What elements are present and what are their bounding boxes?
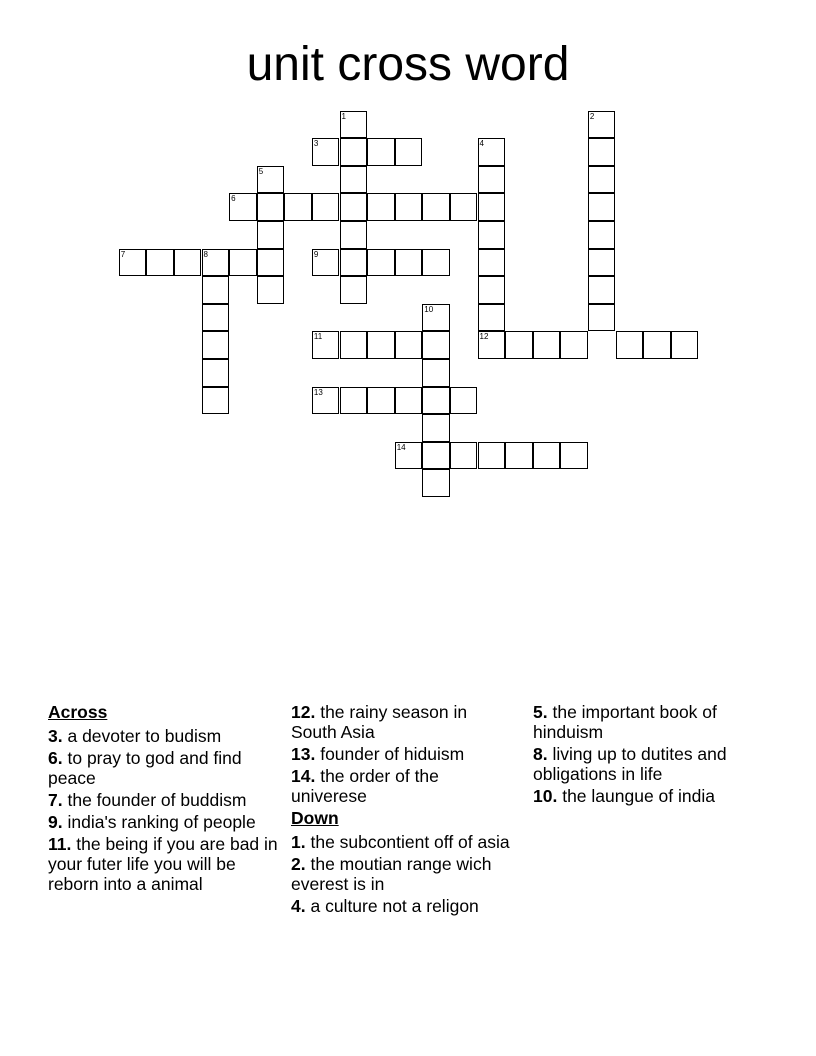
grid-cell[interactable]	[588, 304, 616, 332]
across-clue-14	[291, 766, 516, 806]
grid-cell[interactable]	[478, 276, 506, 304]
grid-cell[interactable]	[422, 387, 450, 415]
clue-number: 9.	[48, 812, 63, 832]
grid-cell[interactable]	[119, 249, 147, 277]
grid-cell[interactable]	[450, 442, 478, 470]
grid-cell[interactable]	[478, 221, 506, 249]
grid-cell[interactable]	[257, 249, 285, 277]
grid-cell[interactable]	[588, 193, 616, 221]
grid-cell[interactable]	[588, 276, 616, 304]
clues-column-1	[48, 702, 278, 896]
clue-text: the laungue of india	[562, 786, 715, 806]
clue-number: 13.	[291, 744, 316, 764]
grid-cell[interactable]	[395, 193, 423, 221]
grid-cell[interactable]	[422, 331, 450, 359]
grid-cell[interactable]	[643, 331, 671, 359]
grid-cell[interactable]	[588, 221, 616, 249]
across-clue-9	[48, 812, 278, 832]
cell-number: 11	[313, 332, 323, 342]
grid-cell[interactable]	[367, 193, 395, 221]
clue-text: the founder of buddism	[67, 790, 247, 810]
down-clue-4	[291, 896, 516, 916]
grid-cell[interactable]	[422, 414, 450, 442]
grid-cell[interactable]	[533, 442, 561, 470]
clue-number: 7.	[48, 790, 63, 810]
clue-text: a devoter to budism	[67, 726, 222, 746]
grid-cell[interactable]	[257, 166, 285, 194]
down-heading: Down	[291, 808, 339, 828]
cell-number: 7	[120, 249, 126, 259]
cell-number: 4	[479, 139, 484, 149]
clues-column-3	[533, 702, 773, 808]
cell-number: 3	[313, 139, 319, 149]
grid-cell[interactable]	[478, 331, 506, 359]
page-title: unit cross word	[246, 38, 570, 91]
down-clue-10	[533, 786, 773, 806]
grid-cell[interactable]	[340, 276, 368, 304]
grid-cell[interactable]	[422, 469, 450, 497]
cell-number: 12	[479, 332, 489, 342]
grid-cell[interactable]	[505, 442, 533, 470]
clue-text: living up to dutites and obligations in life	[533, 744, 727, 784]
grid-cell[interactable]	[450, 193, 478, 221]
grid-cell[interactable]	[616, 331, 644, 359]
clue-text: to pray to god and find peace	[48, 748, 242, 788]
grid-cell[interactable]	[257, 221, 285, 249]
down-clue-2	[291, 854, 516, 894]
clue-number: 4.	[291, 896, 306, 916]
cell-number: 14	[396, 442, 406, 452]
grid-cell[interactable]	[395, 387, 423, 415]
grid-cell[interactable]	[422, 193, 450, 221]
grid-cell[interactable]	[202, 359, 230, 387]
grid-cell[interactable]	[395, 249, 423, 277]
grid-cell[interactable]	[174, 249, 202, 277]
grid-cell[interactable]	[478, 442, 506, 470]
grid-cell[interactable]	[422, 304, 450, 332]
grid-cell[interactable]	[340, 387, 368, 415]
grid-cell[interactable]	[257, 193, 285, 221]
grid-cell[interactable]	[395, 442, 423, 470]
across-heading: Across	[48, 702, 108, 722]
grid-cell[interactable]	[146, 249, 174, 277]
cell-number: 1	[341, 111, 346, 121]
grid-cell[interactable]	[312, 249, 340, 277]
down-clue-5	[533, 702, 773, 742]
cell-number: 8	[203, 249, 208, 259]
clue-text: the subcontient off of asia	[310, 832, 510, 852]
grid-cell[interactable]	[367, 249, 395, 277]
grid-cell[interactable]	[505, 331, 533, 359]
clue-number: 14.	[291, 766, 316, 786]
down-clue-1	[291, 832, 516, 852]
grid-cell[interactable]	[671, 331, 699, 359]
grid-cell[interactable]	[478, 193, 506, 221]
grid-cell[interactable]	[367, 138, 395, 166]
grid-cell[interactable]	[202, 249, 230, 277]
cell-number: 6	[231, 194, 236, 204]
grid-cell[interactable]	[340, 249, 368, 277]
clue-number: 6.	[48, 748, 63, 768]
grid-cell[interactable]	[588, 166, 616, 194]
grid-cell[interactable]	[340, 166, 368, 194]
down-clue-8	[533, 744, 773, 784]
grid-cell[interactable]	[229, 249, 257, 277]
grid-cell[interactable]	[422, 359, 450, 387]
grid-cell[interactable]	[560, 331, 588, 359]
grid-cell[interactable]	[478, 304, 506, 332]
grid-cell[interactable]	[367, 387, 395, 415]
cell-number: 10	[424, 304, 434, 314]
grid-cell[interactable]	[312, 193, 340, 221]
grid-cell[interactable]	[422, 249, 450, 277]
grid-cell[interactable]	[312, 138, 340, 166]
grid-cell[interactable]	[478, 166, 506, 194]
across-clue-12	[291, 702, 516, 742]
cell-number: 9	[313, 249, 319, 259]
clue-number: 8.	[533, 744, 548, 764]
grid-cell[interactable]	[312, 387, 340, 415]
cell-number: 2	[589, 111, 595, 121]
clue-number: 11.	[48, 834, 72, 854]
grid-cell[interactable]	[340, 193, 368, 221]
grid-cell[interactable]	[202, 387, 230, 415]
cell-number: 5	[258, 166, 264, 176]
across-clue-13	[291, 744, 516, 764]
clue-text: the important book of hinduism	[533, 702, 717, 742]
clue-number: 3.	[48, 726, 63, 746]
grid-cell[interactable]	[340, 221, 368, 249]
grid-cell[interactable]	[422, 442, 450, 470]
across-clue-3	[48, 726, 278, 746]
grid-cell[interactable]	[202, 331, 230, 359]
across-clue-6	[48, 748, 278, 788]
grid-cell[interactable]	[340, 111, 368, 139]
grid-cell[interactable]	[202, 304, 230, 332]
clue-text: india's ranking of people	[67, 812, 256, 832]
clue-text: the rainy season in South Asia	[291, 702, 468, 742]
clue-text: the being if you are bad in your futer life you will be reborn into a animal	[48, 834, 278, 894]
clue-number: 10.	[533, 786, 558, 806]
clue-number: 2.	[291, 854, 306, 874]
grid-cell[interactable]	[202, 276, 230, 304]
grid-cell[interactable]	[284, 193, 312, 221]
grid-cell[interactable]	[257, 276, 285, 304]
clue-number: 1.	[291, 832, 306, 852]
grid-cell[interactable]	[588, 138, 616, 166]
clue-text: a culture not a religon	[310, 896, 479, 916]
grid-cell[interactable]	[229, 193, 257, 221]
grid-cell[interactable]	[340, 138, 368, 166]
grid-cell[interactable]	[367, 331, 395, 359]
clues-column-2	[291, 702, 516, 918]
grid-cell[interactable]	[588, 111, 616, 139]
clue-text: the order of the univerese	[291, 766, 439, 806]
grid-cell[interactable]	[395, 331, 423, 359]
across-clue-7	[48, 790, 278, 810]
clue-text: founder of hiduism	[320, 744, 465, 764]
grid-cell[interactable]	[340, 331, 368, 359]
grid-cell[interactable]	[478, 249, 506, 277]
clue-number: 12.	[291, 702, 316, 722]
grid-cell[interactable]	[588, 249, 616, 277]
grid-cell[interactable]	[395, 138, 423, 166]
grid-cell[interactable]	[560, 442, 588, 470]
clue-number: 5.	[533, 702, 548, 722]
cell-number: 13	[313, 387, 323, 397]
grid-cell[interactable]	[450, 387, 478, 415]
grid-cell[interactable]	[312, 331, 340, 359]
grid-cell[interactable]	[533, 331, 561, 359]
across-clue-11	[48, 834, 278, 894]
clue-text: the moutian range wich everest is in	[291, 854, 492, 894]
grid-cell[interactable]	[478, 138, 506, 166]
